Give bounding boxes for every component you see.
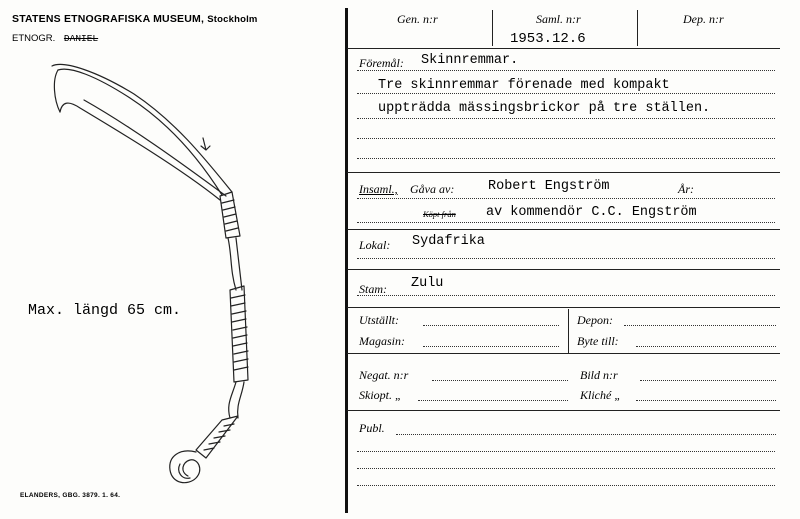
department-stamp: DANIEL [63, 33, 99, 44]
rule-utstallt [347, 353, 780, 354]
negat-nr-label: Negat. n:r [359, 368, 409, 382]
publ-label: Publ. [359, 421, 385, 435]
stam-value: Zulu [411, 276, 444, 291]
gava-value: Robert Engström [488, 179, 610, 194]
museum-city: Stockholm [207, 14, 258, 25]
dotted-rule [396, 434, 776, 435]
description-line-1: Tre skinnremmar förenade med kompakt [378, 78, 670, 93]
rule-stam [347, 307, 780, 308]
stam-label: Stam: [359, 282, 387, 296]
printer-line: ELANDERS, GBG. 3879. 1. 64. [20, 492, 121, 499]
dotted-rule [357, 93, 775, 94]
dotted-rule [423, 325, 559, 326]
rule-lokal [347, 269, 780, 270]
kliche-label: Kliché „ [580, 388, 621, 402]
ar-label: År: [678, 182, 694, 196]
foremal-value: Skinnremmar. [421, 53, 519, 68]
description-line-2: uppträdda mässingsbrickor på tre ställen. [378, 101, 711, 116]
gava-label: Gåva av: [410, 182, 455, 196]
dotted-rule [357, 198, 775, 199]
foremal-label: Föremål: [359, 56, 404, 70]
kopt-value: av kommendör C.C. Engström [486, 205, 697, 220]
dotted-rule [357, 158, 775, 159]
byte-till-label: Byte till: [577, 334, 619, 348]
rule-foremal [347, 172, 780, 173]
rule-negat [347, 410, 780, 411]
depon-label: Depon: [577, 313, 613, 327]
lokal-value: Sydafrika [412, 234, 485, 249]
dep-nr-label: Dep. n:r [683, 12, 724, 26]
top-row-rule [347, 48, 780, 49]
utstallt-divider [568, 309, 569, 353]
dotted-rule [432, 380, 568, 381]
department-label: ETNOGR. [12, 33, 56, 44]
lokal-label: Lokal: [359, 238, 391, 252]
museum-name: STATENS ETNOGRAFISKA MUSEUM, [12, 13, 205, 25]
top-row-divider-1 [492, 10, 493, 46]
dotted-rule [636, 346, 776, 347]
dotted-rule [357, 138, 775, 139]
dotted-rule [357, 258, 775, 259]
dotted-rule [357, 118, 775, 119]
dotted-rule [357, 70, 775, 71]
dotted-rule [357, 451, 775, 452]
dotted-rule [418, 400, 568, 401]
dotted-rule [357, 222, 775, 223]
rule-insaml [347, 229, 780, 230]
object-drawing [0, 0, 345, 519]
bild-nr-label: Bild n:r [580, 368, 618, 382]
dotted-rule [640, 380, 776, 381]
dotted-rule [624, 325, 776, 326]
gen-nr-label: Gen. n:r [397, 12, 438, 26]
max-length-note: Max. längd 65 cm. [28, 302, 182, 319]
dotted-rule [357, 295, 775, 296]
dotted-rule [357, 468, 775, 469]
skiopt-label: Skiopt. „ [359, 388, 402, 402]
dotted-rule [636, 400, 776, 401]
magasin-label: Magasin: [359, 334, 405, 348]
card-margin-line [345, 8, 348, 513]
saml-nr-label: Saml. n:r [536, 12, 581, 26]
dotted-rule [357, 485, 775, 486]
kopt-fran-label: Köpt från [423, 209, 456, 219]
top-row-divider-2 [637, 10, 638, 46]
insaml-label: Insaml., [359, 182, 398, 196]
utstallt-label: Utställt: [359, 313, 400, 327]
dotted-rule [423, 346, 559, 347]
saml-nr-value: 1953.12.6 [510, 31, 586, 47]
